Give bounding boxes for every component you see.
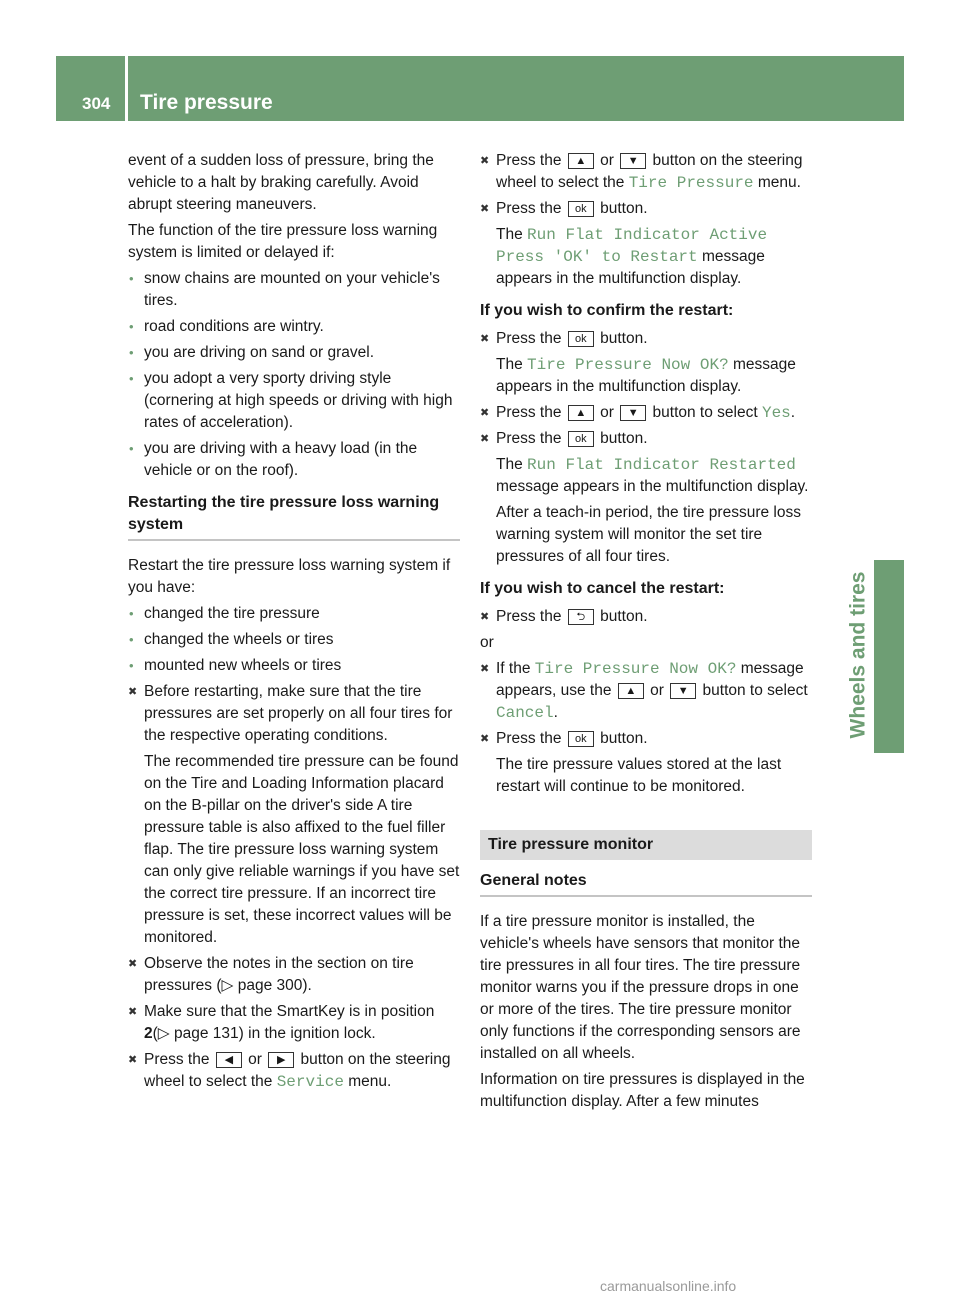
up-arrow-key-icon: ▲ <box>568 153 594 169</box>
right-arrow-key-icon: ▶ <box>268 1052 294 1068</box>
step: ✖ Press the ok button. <box>480 428 812 450</box>
list-item: • you adopt a very sporty driving style (cornering at high speeds or driving with high rates of acceleration). <box>128 368 460 434</box>
step-note: The recommended tire pressure can be found on the Tire and Loading Information placard on the B-pillar on the driver's side A tire pressure table is also affixed to the fuel filler flap. The tire pressure loss warning system can only give reliable warnings if you have set the correct tire pressure. If an incorrect tire pressure is set, these incorrect values will be monitored. <box>144 753 460 946</box>
section-banner: Tire pressure monitor <box>480 830 812 860</box>
step: ✖ Make sure that the SmartKey is in position 2(▷ page 131) in the ignition lock. <box>128 1001 460 1045</box>
list-item: • changed the wheels or tires <box>128 629 460 651</box>
down-arrow-key-icon: ▼ <box>620 405 646 421</box>
side-tab <box>874 560 904 753</box>
step: ✖ If the Tire Pressure Now OK? message appears, use the ▲ or ▼ button to select Cancel. <box>480 658 812 724</box>
ok-key-icon: ok <box>568 431 594 447</box>
ok-key-icon: ok <box>568 331 594 347</box>
section-heading: General notes <box>480 870 812 897</box>
list-item: • mounted new wheels or tires <box>128 655 460 677</box>
display-text: Service <box>276 1073 344 1091</box>
ok-key-icon: ok <box>568 201 594 217</box>
side-tab-label: Wheels and tires <box>846 571 870 739</box>
paragraph: If a tire pressure monitor is installed, the vehicle's wheels have sensors that monitor the tire pressures in all four tires. The tire pressure monitor warns you if the pressure drops in one or more of the tires. The tire pressure monitor only functions if the corresponding sensors are installed on all wheels. <box>480 913 801 1062</box>
paragraph: event of a sudden loss of pressure, bring the vehicle to a halt by braking carefully. Avoid abrupt steering maneuvers. <box>128 152 434 213</box>
up-arrow-key-icon: ▲ <box>618 683 644 699</box>
step-note: The Run Flat Indicator Restarted message appears in the multifunction display. <box>496 456 809 495</box>
display-text: Cancel <box>496 704 554 722</box>
step: ✖ Observe the notes in the section on tire pressures (▷ page 300). <box>128 953 460 997</box>
step: ✖ Press the ok button. <box>480 198 812 220</box>
watermark: carmanualsonline.info <box>600 1278 737 1294</box>
list-item: • snow chains are mounted on your vehicle's tires. <box>128 268 460 312</box>
or-text: or <box>480 634 494 651</box>
list-item: • changed the tire pressure <box>128 603 460 625</box>
list-item: • you are driving on sand or gravel. <box>128 342 460 364</box>
page-number: 304 <box>82 94 111 113</box>
down-arrow-key-icon: ▼ <box>620 153 646 169</box>
step: ✖ Press the ▲ or ▼ button on the steering wheel to select the Tire Pressure menu. <box>480 150 812 194</box>
down-arrow-key-icon: ▼ <box>670 683 696 699</box>
paragraph: Restart the tire pressure loss warning system if you have: <box>128 557 451 596</box>
step-note: The tire pressure values stored at the last restart will continue to be monitored. <box>496 756 782 795</box>
display-text: Tire Pressure Now OK? <box>527 356 729 374</box>
step: ✖ Before restarting, make sure that the tire pressures are set properly on all four tires for the respective operating conditions. <box>128 681 460 747</box>
step-note: After a teach-in period, the tire pressure loss warning system will monitor the set tire pressures of all four tires. <box>496 504 801 565</box>
ok-key-icon: ok <box>568 731 594 747</box>
paragraph: The function of the tire pressure loss warning system is limited or delayed if: <box>128 222 438 261</box>
back-key-icon: ⮌ <box>568 609 594 625</box>
section-heading: Restarting the tire pressure loss warning system <box>128 492 460 541</box>
step: ✖ Press the ⮌ button. <box>480 606 812 628</box>
step: ✖ Press the ◀ or ▶ button on the steering wheel to select the Service menu. <box>128 1049 460 1093</box>
display-text: Run Flat Indicator Active Press 'OK' to Restart <box>496 226 768 266</box>
left-column <box>128 150 460 1097</box>
header-divider <box>125 56 128 121</box>
left-arrow-key-icon: ◀ <box>216 1052 242 1068</box>
up-arrow-key-icon: ▲ <box>568 405 594 421</box>
display-text: Tire Pressure <box>628 174 754 192</box>
subheading: If you wish to confirm the restart: <box>480 302 734 319</box>
display-text: Run Flat Indicator Restarted <box>527 456 796 474</box>
list-item: • road conditions are wintry. <box>128 316 460 338</box>
paragraph: Information on tire pressures is displayed in the multifunction display. After a few minutes <box>480 1071 805 1110</box>
display-text: Yes <box>761 404 791 422</box>
subheading: If you wish to cancel the restart: <box>480 580 725 597</box>
right-column <box>480 150 812 1117</box>
step: ✖ Press the ok button. <box>480 728 812 750</box>
step: ✖ Press the ▲ or ▼ button to select Yes. <box>480 402 812 424</box>
display-text: Tire Pressure Now OK? <box>534 660 737 678</box>
step: ✖ Press the ok button. <box>480 328 812 350</box>
step-note: The Tire Pressure Now OK? message appears in the multifunction display. <box>496 356 796 395</box>
list-item: • you are driving with a heavy load (in the vehicle or on the roof). <box>128 438 460 482</box>
page-title: Tire pressure <box>140 91 273 114</box>
step-note: The Run Flat Indicator Active Press 'OK' to Restart message appears in the multifunction display. <box>496 226 768 287</box>
